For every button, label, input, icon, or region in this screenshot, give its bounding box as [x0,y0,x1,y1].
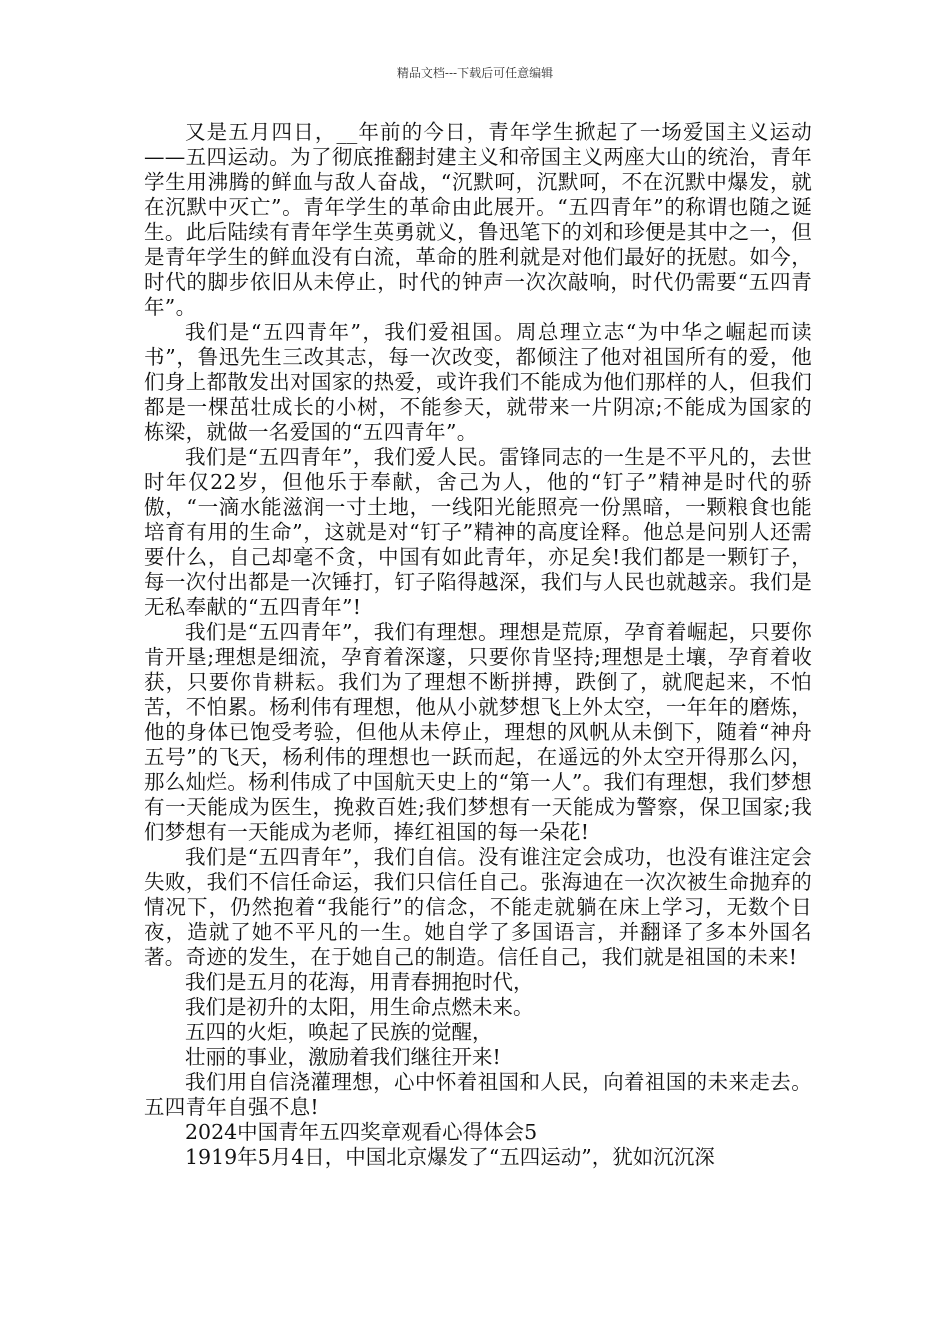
poem-line: 我们是五月的花海，用青春拥抱时代， [185,970,534,994]
section-title: 2024中国青年五四奖章观看心得体会5 [185,1120,538,1144]
paragraph-intro: 又是五月四日，__年前的今日，青年学生掀起了一场爱国主义运动——五四运动。为了彻底推翻封建主义和帝国主义两座大山的统治，青年学生用沸腾的鲜血与敌人奋战，“沉默呵，沉默呵，不在沉默中爆发，就在沉默中灭亡”。青年学生的革命由此展开。“五四青年”的称谓也随之诞生。此后陆续有青年学生英勇就义，鲁迅笔下的刘和珍便是其中之一，但是青年学生的鲜血没有白流，革命的胜利就是对他们最好的抚慰。如今，时代的脚步依旧从未停止，时代的钟声一次次敲响，时代仍需要“五四青年”。 [144,120,812,319]
paragraph-love-country: 我们是“五四青年”，我们爱祖国。周总理立志“为中华之崛起而读书”，鲁迅先生三改其志，每一次改变，都倾注了他对祖国所有的爱，他们身上都散发出对国家的热爱，或许我们不能成为他们那样的人，但我们都是一棵茁壮成长的小树，不能参天，就带来一片阴凉;不能成为国家的栋梁，就做一名爱国的“五四青年”。 [144,320,812,444]
paragraph-ideals: 我们是“五四青年”，我们有理想。理想是荒原，孕育着崛起，只要你肯开垦;理想是细流，孕育着深邃，只要你肯坚持;理想是土壤，孕育着收获，只要你肯耕耘。我们为了理想不断拼搏，跌倒了，就爬起来，不怕苦，不怕累。杨利伟有理想，他从小就梦想飞上外太空，一年年的磨炼，他的身体已饱受考验，但他从未停止，理想的风帆从未倒下，随着“神舟五号”的飞天，杨利伟的理想也一跃而起，在遥远的外太空开得那么闪，那么灿烂。杨利伟成了中国航天史上的“第一人”。我们有理想，我们梦想有一天能成为医生，挽救百姓;我们梦想有一天能成为警察，保卫国家;我们梦想有一天能成为老师，捧红祖国的每一朵花! [144,620,812,844]
paragraph-confidence: 我们是“五四青年”，我们自信。没有谁注定会成功，也没有谁注定会失败，我们不信任命运，我们只信任自己。张海迪在一次次被生命抛弃的情况下，仍然抱着“我能行”的信念，不能走就躺在床上学习，无数个日夜，造就了她不平凡的一生。她自学了多国语言，并翻译了多本外国名著。奇迹的发生，在于她自己的制造。信任自己，我们就是祖国的未来! [144,845,812,969]
document-body [144,120,812,1170]
poem-line: 五四的火炬，唤起了民族的觉醒， [185,1020,493,1044]
page-header: 精品文档---下载后可任意编辑 [396,66,554,80]
poem-line: 我们是初升的太阳，用生命点燃未来。 [185,995,534,1019]
poem-line: 壮丽的事业，激励着我们继往开来! [185,1045,501,1069]
paragraph-love-people: 我们是“五四青年”，我们爱人民。雷锋同志的一生是不平凡的，去世时年仅22岁，但他乐于奉献，舍己为人，他的“钉子”精神是时代的骄傲，“一滴水能滋润一寸土地，一线阳光能照亮一份黑暗，一颗粮食也能培育有用的生命”，这就是对“钉子”精神的高度诠释。他总是问别人还需要什么，自己却毫不贪，中国有如此青年，亦足矣!我们都是一颗钉子，每一次付出都是一次锤打，钉子陷得越深，我们与人民也就越亲。我们是无私奉献的“五四青年”! [144,445,812,619]
paragraph-next-start: 1919年5月4日，中国北京爆发了“五四运动”，犹如沉沉深 [185,1145,715,1169]
paragraph-closing: 我们用自信浇灌理想，心中怀着祖国和人民，向着祖国的未来走去。五四青年自强不息! [144,1070,812,1119]
